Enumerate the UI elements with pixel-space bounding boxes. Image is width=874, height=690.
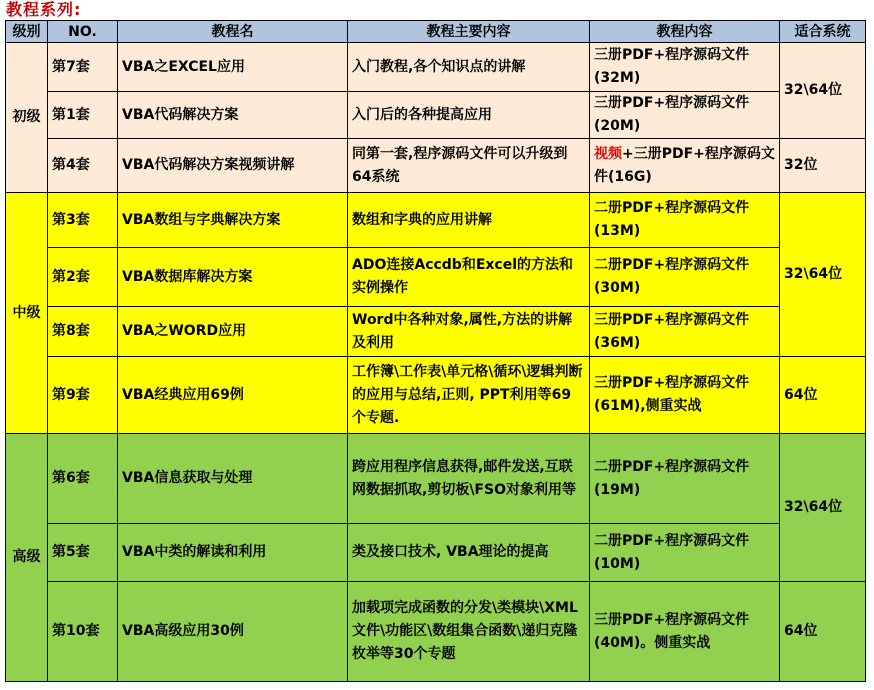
row-main: 类及接口技术, VBA理论的提高 bbox=[348, 524, 590, 582]
row-name: VBA中类的解读和利用 bbox=[118, 524, 348, 582]
row-main: 入门后的各种提高应用 bbox=[348, 92, 590, 139]
row-main: 同第一套,程序源码文件可以升级到64系统 bbox=[348, 139, 590, 193]
row-no: 第8套 bbox=[48, 307, 118, 357]
row-name: VBA经典应用69例 bbox=[118, 357, 348, 434]
level-primary: 初级 bbox=[6, 43, 48, 193]
header-level: 级别 bbox=[6, 21, 48, 43]
table-row bbox=[6, 139, 866, 193]
row-no: 第4套 bbox=[48, 139, 118, 193]
header-content: 教程内容 bbox=[590, 21, 780, 43]
table-row bbox=[6, 434, 866, 524]
row-no: 第10套 bbox=[48, 582, 118, 682]
row-system: 64位 bbox=[780, 357, 866, 434]
row-name: VBA代码解决方案视频讲解 bbox=[118, 139, 348, 193]
row-no: 第5套 bbox=[48, 524, 118, 582]
row-content: 二册PDF+程序源码文件(30M) bbox=[590, 248, 780, 307]
row-main: ADO连接Accdb和Excel的方法和实例操作 bbox=[348, 248, 590, 307]
row-system: 32位 bbox=[780, 139, 866, 193]
row-content bbox=[590, 139, 780, 193]
header-name: 教程名 bbox=[118, 21, 348, 43]
table-row bbox=[6, 92, 866, 139]
table-row bbox=[6, 357, 866, 434]
table-row bbox=[6, 582, 866, 682]
row-name: VBA代码解决方案 bbox=[118, 92, 348, 139]
table-row bbox=[6, 524, 866, 582]
row-content: 二册PDF+程序源码文件(10M) bbox=[590, 524, 780, 582]
row-content: 二册PDF+程序源码文件(19M) bbox=[590, 434, 780, 524]
row-no: 第2套 bbox=[48, 248, 118, 307]
row-no: 第3套 bbox=[48, 193, 118, 248]
header-no: NO. bbox=[48, 21, 118, 43]
row-name: VBA数据库解决方案 bbox=[118, 248, 348, 307]
row-system: 32\64位 bbox=[780, 434, 866, 582]
row-content-text: +三册PDF+程序源码文件(16G) bbox=[594, 145, 775, 185]
row-main: 工作簿\工作表\单元格\循环\逻辑判断的应用与总结,正则, PPT利用等69个专题. bbox=[348, 357, 590, 434]
row-content: 三册PDF+程序源码文件(40M)。侧重实战 bbox=[590, 582, 780, 682]
row-content: 二册PDF+程序源码文件(13M) bbox=[590, 193, 780, 248]
row-no: 第1套 bbox=[48, 92, 118, 139]
table-row bbox=[6, 43, 866, 92]
header-main-content: 教程主要内容 bbox=[348, 21, 590, 43]
row-no: 第7套 bbox=[48, 43, 118, 92]
table-header-row bbox=[6, 21, 866, 43]
video-label: 视频 bbox=[594, 145, 622, 162]
row-main: Word中各种对象,属性,方法的讲解及利用 bbox=[348, 307, 590, 357]
row-system: 64位 bbox=[780, 582, 866, 682]
row-no: 第6套 bbox=[48, 434, 118, 524]
row-system: 32\64位 bbox=[780, 43, 866, 139]
row-system: 32\64位 bbox=[780, 193, 866, 357]
row-name: VBA高级应用30例 bbox=[118, 582, 348, 682]
row-main: 跨应用程序信息获得,邮件发送,互联网数据抓取,剪切板\FSO对象利用等 bbox=[348, 434, 590, 524]
row-content: 三册PDF+程序源码文件(36M) bbox=[590, 307, 780, 357]
table-row bbox=[6, 193, 866, 248]
header-system: 适合系统 bbox=[780, 21, 866, 43]
row-main: 加载项完成函数的分发\类模块\XML文件\功能区\数组集合函数\递归克隆枚举等30个专题 bbox=[348, 582, 590, 682]
row-content: 三册PDF+程序源码文件(61M),侧重实战 bbox=[590, 357, 780, 434]
table-row bbox=[6, 248, 866, 307]
course-table bbox=[5, 20, 866, 682]
row-content: 三册PDF+程序源码文件(32M) bbox=[590, 43, 780, 92]
level-advanced: 高级 bbox=[6, 434, 48, 682]
row-no: 第9套 bbox=[48, 357, 118, 434]
row-name: VBA数组与字典解决方案 bbox=[118, 193, 348, 248]
page-title: 教程系列: bbox=[6, 0, 82, 19]
row-main: 入门教程,各个知识点的讲解 bbox=[348, 43, 590, 92]
row-main: 数组和字典的应用讲解 bbox=[348, 193, 590, 248]
row-name: VBA之EXCEL应用 bbox=[118, 43, 348, 92]
table-row bbox=[6, 307, 866, 357]
row-name: VBA信息获取与处理 bbox=[118, 434, 348, 524]
row-name: VBA之WORD应用 bbox=[118, 307, 348, 357]
level-middle: 中级 bbox=[6, 193, 48, 434]
row-content: 三册PDF+程序源码文件 (20M) bbox=[590, 92, 780, 139]
